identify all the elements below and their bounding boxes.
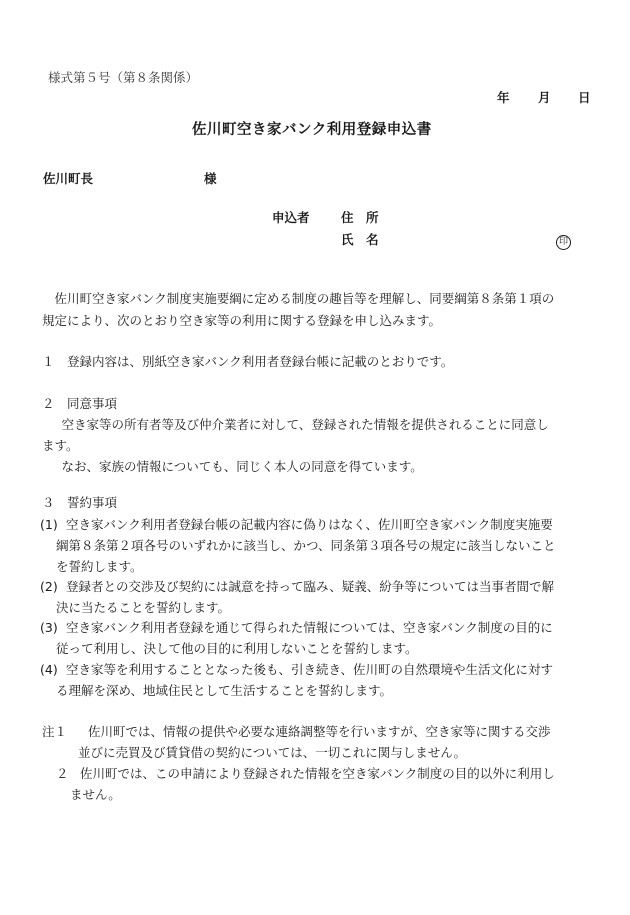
item-1: １ 登録内容は、別紙空き家バンク利用者登録台帳に記載のとおりです。 <box>42 354 454 369</box>
item-2-heading: ２ 同意事項 <box>42 396 118 411</box>
clause-2-line-1: 登録者との交渉及び契約には誠意を持って臨み、疑義、紛争等については当事者間で解 <box>66 579 555 594</box>
note-2-line-2: ません。 <box>70 787 121 802</box>
clause-4-line-2: る理解を深め、地域住民として生活することを誓約します。 <box>56 683 393 698</box>
intro-line-1: 佐川町空き家バンク制度実施要綱に定める制度の趣旨等を理解し、同要綱第８条第１項の <box>42 291 555 306</box>
clause-1-line-2: 綱第８条第２項各号のいずれかに該当し、かつ、同条第３項各号の規定に該当しないこと <box>56 538 556 553</box>
document-title: 佐川町空き家バンク利用登録申込書 <box>192 122 432 138</box>
applicant-label: 申込者 <box>272 210 310 225</box>
applicant-name-label: 氏 名 <box>341 232 379 247</box>
note-2-marker: ２ <box>56 766 69 781</box>
clause-3-line-1: 空き家バンク利用者登録を通じて得られた情報については、空き家バンク制度の目的に <box>66 620 553 635</box>
date-year: 年 <box>497 90 510 105</box>
clause-1-marker: (1) <box>40 517 58 532</box>
clause-2-marker: (2) <box>40 579 58 594</box>
applicant-address-label: 住 所 <box>341 210 379 225</box>
seal-mark <box>556 234 571 250</box>
date-month: 月 <box>538 90 551 105</box>
clause-2-line-2: 決に当たることを誓約します。 <box>56 600 231 615</box>
note-2-line-1: 佐川町では、この申請により登録された情報を空き家バンク制度の目的以外に利用し <box>80 766 555 781</box>
note-1-line-2: 並びに売買及び賃貸借の契約については、一切これに関与しません。 <box>78 745 467 760</box>
note-1-line-1: 佐川町では、情報の提供や必要な連絡調整等を行いますが、空き家等に関する交渉 <box>88 724 551 739</box>
addressee-suffix: 様 <box>204 171 217 186</box>
clause-3-line-2: 従って利用し、決して他の目的に利用しないことを誓約します。 <box>56 641 418 656</box>
item-3-heading: ３ 誓約事項 <box>42 495 118 510</box>
addressee-name: 佐川町長 <box>43 171 94 186</box>
clause-1-line-3: を誓約します。 <box>56 559 143 574</box>
item-2-line-2: ます。 <box>42 438 79 453</box>
clause-4-marker: (4) <box>40 662 58 677</box>
item-2-line-1: 空き家等の所有者等及び仲介業者に対して、登録された情報を提供されることに同意し <box>49 417 549 432</box>
clause-3-marker: (3) <box>40 620 58 635</box>
intro-line-2: 規定により、次のとおり空き家等の利用に関する登録を申し込みます。 <box>42 313 442 328</box>
clause-1-line-1: 空き家バンク利用者登録台帳の記載内容に偽りはなく、佐川町空き家バンク制度実施要 <box>66 517 553 532</box>
notes-label: 注１ <box>42 724 68 739</box>
form-number: 様式第５号（第８条関係） <box>48 70 199 85</box>
seal-icon: 印 <box>556 235 571 250</box>
item-2-line-3: なお、家族の情報についても、同じく本人の同意を得ています。 <box>49 459 423 474</box>
clause-4-line-1: 空き家等を利用することとなった後も、引き続き、佐川町の自然環境や生活文化に対す <box>66 662 554 677</box>
date-day: 日 <box>578 90 591 105</box>
